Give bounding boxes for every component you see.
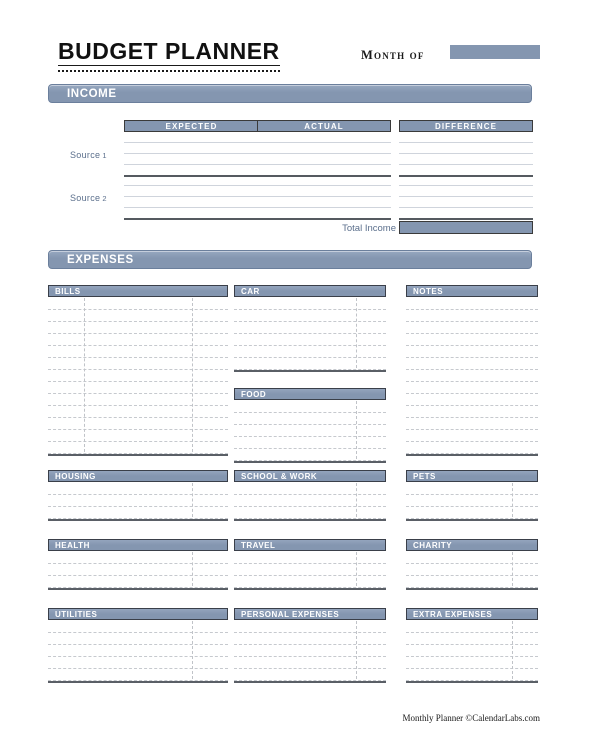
expense-column-divider	[356, 483, 357, 517]
income-write-line[interactable]	[124, 164, 259, 165]
expense-entry-row[interactable]	[234, 552, 386, 564]
income-source-number: 2	[102, 194, 107, 203]
expense-block-grid	[48, 621, 228, 683]
income-write-line[interactable]	[124, 196, 259, 197]
expense-block-title: CHARITY	[406, 539, 538, 551]
income-write-line[interactable]	[124, 153, 259, 154]
expense-block-title: SCHOOL & WORK	[234, 470, 386, 482]
month-of-input[interactable]	[450, 45, 540, 59]
expense-entry-row[interactable]	[48, 657, 228, 669]
expense-entry-row[interactable]	[406, 645, 538, 657]
expense-entry-row[interactable]	[234, 298, 386, 310]
expense-entry-row[interactable]	[48, 334, 228, 346]
expense-block-grid	[234, 401, 386, 463]
expense-entry-row[interactable]	[406, 564, 538, 576]
income-write-line[interactable]	[257, 142, 391, 143]
expense-entry-row[interactable]	[406, 418, 538, 430]
expense-entry-row[interactable]	[48, 394, 228, 406]
expense-entry-row[interactable]	[234, 425, 386, 437]
expense-entry-row[interactable]	[234, 310, 386, 322]
expense-entry-row[interactable]	[48, 483, 228, 495]
page-title: BUDGET PLANNER	[58, 38, 280, 64]
income-row-bottom-rule	[399, 218, 533, 220]
income-write-line[interactable]	[257, 153, 391, 154]
expense-block-grid	[234, 483, 386, 521]
expense-entry-row[interactable]	[48, 507, 228, 519]
income-write-line[interactable]	[399, 142, 533, 143]
expense-entry-row[interactable]	[406, 483, 538, 495]
income-write-line[interactable]	[257, 207, 391, 208]
expense-block-title: BILLS	[48, 285, 228, 297]
expense-entry-row[interactable]	[406, 576, 538, 588]
expense-entry-row[interactable]	[406, 657, 538, 669]
expense-block-title: HEALTH	[48, 539, 228, 551]
expense-entry-row[interactable]	[48, 576, 228, 588]
income-table	[48, 110, 532, 240]
income-row-bottom-rule	[399, 175, 533, 177]
income-write-line[interactable]	[399, 207, 533, 208]
expense-entry-row[interactable]	[48, 406, 228, 418]
expense-entry-row[interactable]	[234, 621, 386, 633]
expense-entry-row[interactable]	[406, 382, 538, 394]
expense-entry-row[interactable]	[406, 552, 538, 564]
expense-entry-row[interactable]	[234, 633, 386, 645]
expense-block-grid	[406, 298, 538, 456]
expense-column-divider	[192, 483, 193, 517]
footer-credit: Monthly Planner ©CalendarLabs.com	[402, 713, 540, 723]
expense-column-divider	[192, 621, 193, 679]
expense-column-divider	[192, 552, 193, 586]
expense-entry-row[interactable]	[48, 310, 228, 322]
expense-entry-row[interactable]	[234, 495, 386, 507]
income-row-bottom-rule	[124, 175, 259, 177]
expense-entry-row[interactable]	[234, 657, 386, 669]
title-underline	[58, 65, 280, 66]
expense-block-grid	[48, 483, 228, 521]
expense-entry-row[interactable]	[48, 495, 228, 507]
expense-entry-row[interactable]	[48, 621, 228, 633]
expense-entry-row[interactable]	[234, 334, 386, 346]
expense-column-divider	[192, 298, 193, 452]
expense-column-divider	[356, 298, 357, 368]
expense-column-divider	[84, 298, 85, 452]
income-write-line[interactable]	[399, 196, 533, 197]
expense-entry-row[interactable]	[406, 298, 538, 310]
income-section-banner: INCOME	[48, 84, 532, 103]
income-write-line[interactable]	[399, 153, 533, 154]
expense-entry-row[interactable]	[48, 322, 228, 334]
income-source-number: 1	[102, 151, 107, 160]
expense-entry-row[interactable]	[406, 406, 538, 418]
expense-column-divider	[512, 552, 513, 586]
income-row-bottom-rule	[124, 218, 259, 220]
expense-entry-row[interactable]	[406, 495, 538, 507]
expense-entry-row[interactable]	[406, 394, 538, 406]
expense-entry-row[interactable]	[406, 358, 538, 370]
income-write-line[interactable]	[124, 185, 259, 186]
expense-entry-row[interactable]	[48, 418, 228, 430]
expense-column-divider	[356, 401, 357, 459]
expense-entry-row[interactable]	[406, 346, 538, 358]
expense-block-title: TRAVEL	[234, 539, 386, 551]
expense-entry-row[interactable]	[234, 669, 386, 681]
expense-entry-row[interactable]	[406, 430, 538, 442]
expense-block-title: PERSONAL EXPENSES	[234, 608, 386, 620]
expense-entry-row[interactable]	[48, 382, 228, 394]
expense-entry-row[interactable]	[406, 621, 538, 633]
total-income-value[interactable]	[399, 221, 533, 234]
expense-entry-row[interactable]	[234, 358, 386, 370]
expense-entry-row[interactable]	[48, 358, 228, 370]
expense-entry-row[interactable]	[406, 633, 538, 645]
expense-block-title: FOOD	[234, 388, 386, 400]
expense-block-grid	[406, 552, 538, 590]
expense-block-title: UTILITIES	[48, 608, 228, 620]
income-row-bottom-rule	[257, 175, 391, 177]
expense-entry-row[interactable]	[234, 564, 386, 576]
expense-entry-row[interactable]	[234, 413, 386, 425]
expense-column-divider	[356, 552, 357, 586]
income-write-line[interactable]	[124, 142, 259, 143]
expense-entry-row[interactable]	[48, 346, 228, 358]
month-of-label: Month of	[361, 48, 425, 62]
expense-block-grid	[234, 298, 386, 372]
expense-entry-row[interactable]	[406, 669, 538, 681]
income-write-line[interactable]	[399, 185, 533, 186]
expense-entry-row[interactable]	[234, 483, 386, 495]
expense-entry-row[interactable]	[48, 552, 228, 564]
expense-entry-row[interactable]	[406, 370, 538, 382]
expense-block-title: EXTRA EXPENSES	[406, 608, 538, 620]
income-row-bottom-rule	[257, 218, 391, 220]
total-income-label: Total Income	[342, 223, 396, 234]
expense-entry-row[interactable]	[48, 564, 228, 576]
income-write-line[interactable]	[399, 164, 533, 165]
income-source-label: Source 2	[70, 193, 107, 203]
expense-entry-row[interactable]	[406, 322, 538, 334]
expense-entry-row[interactable]	[234, 449, 386, 461]
expense-block-grid	[406, 621, 538, 683]
income-column-header: ACTUAL	[257, 120, 391, 132]
expense-entry-row[interactable]	[406, 334, 538, 346]
expense-entry-row[interactable]	[406, 442, 538, 454]
income-column-header: DIFFERENCE	[399, 120, 533, 132]
expense-block-title: CAR	[234, 285, 386, 297]
income-write-line[interactable]	[257, 196, 391, 197]
income-write-line[interactable]	[257, 185, 391, 186]
income-write-line[interactable]	[257, 164, 391, 165]
expense-entry-row[interactable]	[48, 298, 228, 310]
expense-entry-row[interactable]	[234, 645, 386, 657]
expense-entry-row[interactable]	[48, 370, 228, 382]
expense-entry-row[interactable]	[234, 437, 386, 449]
expense-entry-row[interactable]	[48, 669, 228, 681]
expense-entry-row[interactable]	[234, 322, 386, 334]
expense-entry-row[interactable]	[48, 430, 228, 442]
expense-entry-row[interactable]	[234, 576, 386, 588]
expenses-section-banner: EXPENSES	[48, 250, 532, 269]
expense-column-divider	[512, 621, 513, 679]
expense-entry-row[interactable]	[406, 507, 538, 519]
expense-column-divider	[512, 483, 513, 517]
expense-entry-row[interactable]	[406, 310, 538, 322]
expense-entry-row[interactable]	[234, 401, 386, 413]
expense-entry-row[interactable]	[48, 645, 228, 657]
expense-block-title: PETS	[406, 470, 538, 482]
expense-block-grid	[48, 552, 228, 590]
expense-block-grid	[406, 483, 538, 521]
expense-block-title: NOTES	[406, 285, 538, 297]
expense-column-divider	[356, 621, 357, 679]
expense-entry-row[interactable]	[48, 442, 228, 454]
income-source-label: Source 1	[70, 150, 107, 160]
expense-block-grid	[48, 298, 228, 456]
title-dotted-underline	[58, 67, 280, 72]
expense-entry-row[interactable]	[234, 507, 386, 519]
income-write-line[interactable]	[124, 207, 259, 208]
page-header	[48, 38, 540, 72]
income-column-header: EXPECTED	[124, 120, 259, 132]
expense-entry-row[interactable]	[234, 346, 386, 358]
expense-block-title: HOUSING	[48, 470, 228, 482]
expense-entry-row[interactable]	[48, 633, 228, 645]
expense-block-grid	[234, 621, 386, 683]
expense-block-grid	[234, 552, 386, 590]
